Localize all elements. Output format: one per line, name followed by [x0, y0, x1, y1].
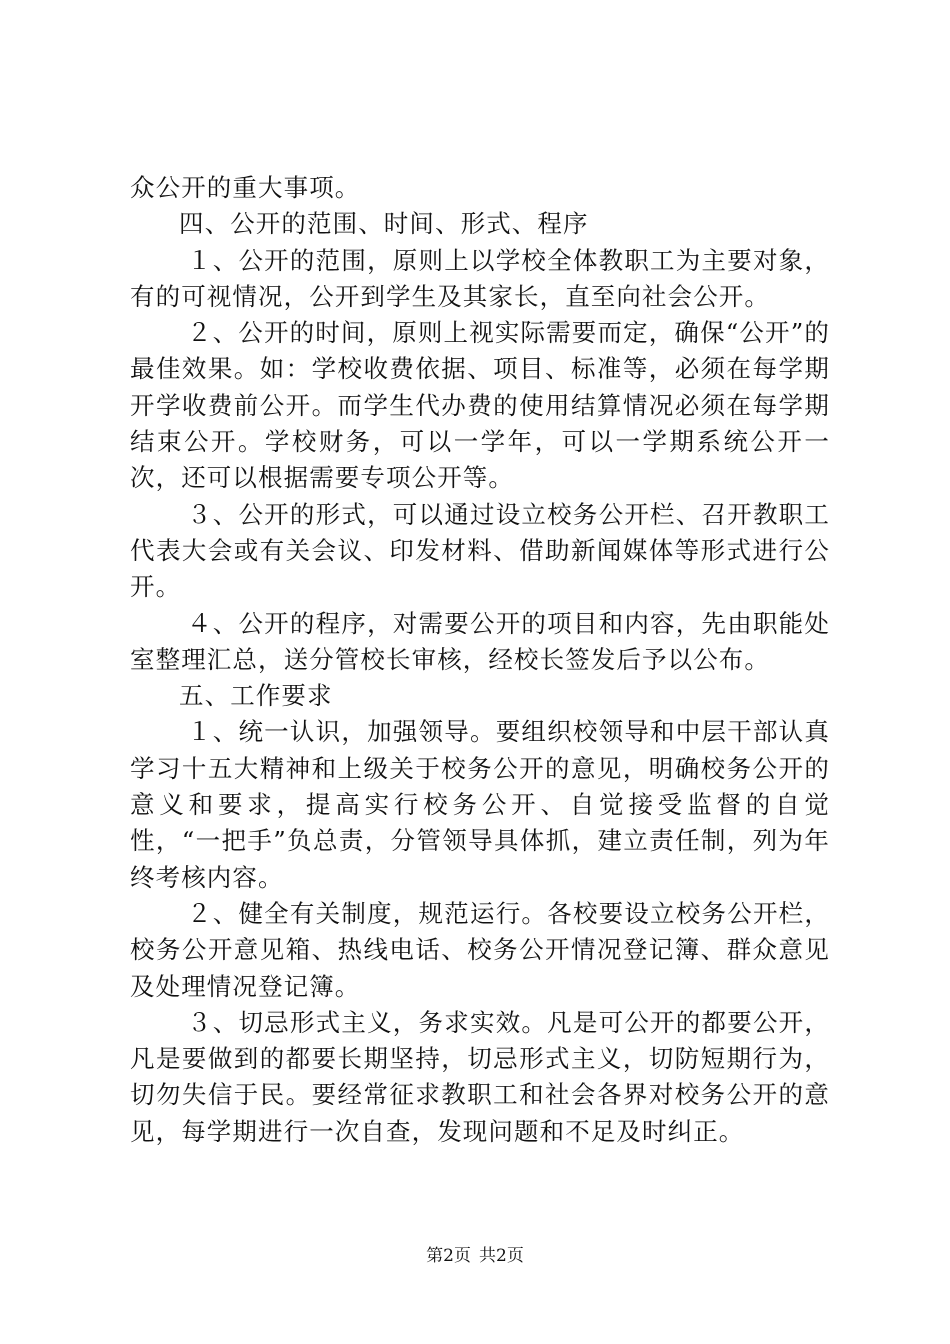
- paragraph-continuation: 众公开的重大事项。: [130, 173, 361, 202]
- paragraph-requirement-leadership: １、统一认识，加强领导。要组织校领导和中层干部认真学习十五大精神和上级关于校务公开的意见，明确校务公开的意义和要求，提高实行校务公开、自觉接受监督的自觉性，“一把手”负总责，分管领导具体抓，建立责任制，列为年终考核内容。: [130, 717, 830, 892]
- paragraph-requirement-effectiveness: ３、切忌形式主义，务求实效。凡是可公开的都要公开，凡是要做到的都要长期坚持，切忌形式主义，切防短期行为，切勿失信于民。要经常征求教职工和社会各界对校务公开的意见，每学期进行一次自查，发现问题和不足及时纠正。: [130, 1007, 830, 1146]
- paragraph-disclosure-time: ２、公开的时间，原则上视实际需要而定，确保“公开”的最佳效果。如：学校收费依据、项目、标准等，必须在每学期开学收费前公开。而学生代办费的使用结算情况必须在每学期结束公开。学校财务，可以一学年，可以一学期系统公开一次，还可以根据需要专项公开等。: [130, 318, 830, 493]
- paragraph-disclosure-scope: １、公开的范围，原则上以学校全体教职工为主要对象，有的可视情况，公开到学生及其家长，直至向社会公开。: [130, 245, 830, 311]
- paragraph-requirement-systems: ２、健全有关制度，规范运行。各校要设立校务公开栏，校务公开意见箱、热线电话、校务公开情况登记簿、群众意见及处理情况登记簿。: [130, 898, 830, 1001]
- page-footer: [0, 1245, 950, 1267]
- page-number: 第2页: [426, 1246, 471, 1266]
- document-body: [130, 170, 830, 1150]
- section-heading-work-requirements: 五、工作要求: [179, 681, 333, 711]
- section-heading-scope-time-form-procedure: 四、公开的范围、时间、形式、程序: [179, 209, 589, 239]
- paragraph-disclosure-form: ３、公开的形式，可以通过设立校务公开栏、召开教职工代表大会或有关会议、印发材料、借助新闻媒体等形式进行公开。: [130, 499, 830, 602]
- paragraph-disclosure-procedure: ４、公开的程序，对需要公开的项目和内容，先由职能处室整理汇总，送分管校长审核，经校长签发后予以公布。: [130, 608, 830, 674]
- page-total: 共2页: [479, 1246, 524, 1266]
